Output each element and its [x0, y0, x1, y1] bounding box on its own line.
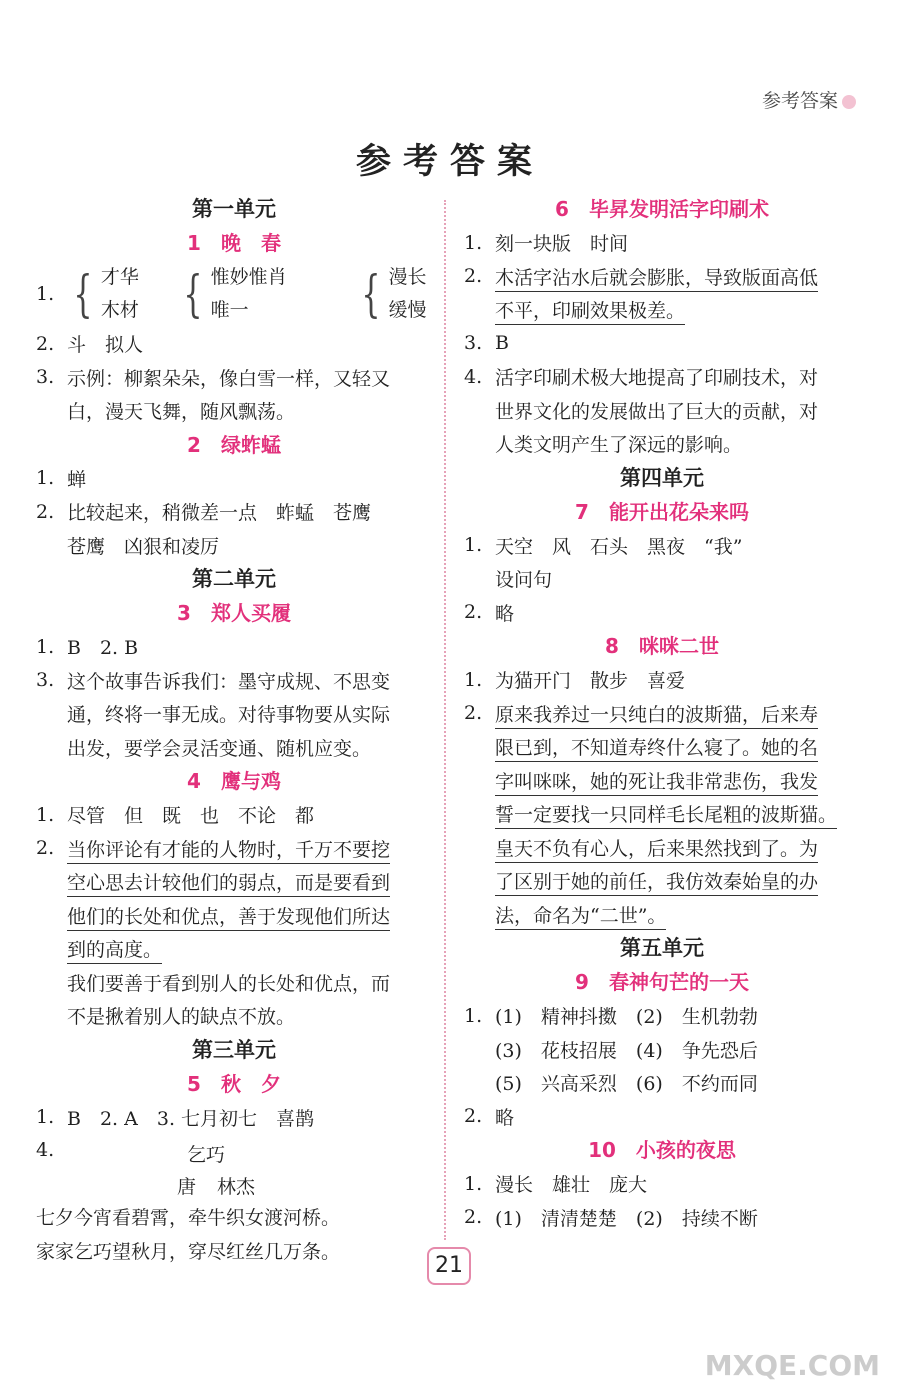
- answer-row: 4. 活字印刷术极大地提高了印刷技术，对: [464, 365, 819, 390]
- answer-row: 了区别于她的前任，我仿效秦始皇的办: [464, 864, 860, 898]
- answer-row: 2. 当你评论有才能的人物时，千万不要挖: [36, 832, 432, 866]
- answer-row: (5) 兴高采烈 (6) 不约而同: [495, 1073, 758, 1096]
- lesson-title: 10 小孩的夜思: [588, 1138, 736, 1162]
- answer-row: 通，终将一事无成。对待事物要从实际: [67, 704, 391, 727]
- answer-row: 空心思去计较他们的弱点，而是要看到: [36, 865, 432, 899]
- right-column: [464, 192, 860, 1234]
- answer-row: 2. 斗 拟人: [36, 332, 144, 357]
- answer-row: 出发，要学会灵活变通、随机应变。: [67, 737, 372, 760]
- lesson-title: 6 毕昇发明活字印刷术: [555, 197, 769, 221]
- answer-row: 不是揪着别人的缺点不放。: [67, 1006, 296, 1029]
- answer-row: 我们要善于看到别人的长处和优点，而: [67, 972, 391, 995]
- header-decoration-icon: [842, 95, 856, 109]
- unit-heading: 第二单元: [192, 567, 276, 591]
- answer-row: 1. 漫长 雄壮 庞大: [464, 1172, 648, 1197]
- lesson-title: 1 晚 春: [187, 231, 281, 255]
- unit-heading: 第四单元: [620, 465, 704, 490]
- lesson-title: 7 能开出花朵来吗: [575, 499, 749, 524]
- answer-row: 2. 略: [464, 601, 515, 625]
- watermark: MXQE.COM: [704, 1349, 880, 1382]
- column-divider: [444, 200, 446, 1240]
- left-column: [36, 192, 432, 1267]
- answer-row: 设问句: [495, 569, 553, 592]
- answer-row: (3) 花枝招展 (4) 争先恐后: [495, 1039, 758, 1062]
- answer-row: 白，漫天飞舞，随风飘荡。: [67, 401, 296, 424]
- answer-row: 2. 木活字沾水后就会膨胀，导致版面高低: [464, 260, 860, 294]
- answer-row: 1. { 才华 木材 { 惟妙惟肖 唯一 { 漫长 缓慢: [36, 264, 427, 323]
- answer-row: 不平，印刷效果极差。: [464, 293, 860, 327]
- answer-row: 法，命名为“二世”。: [464, 898, 860, 932]
- answer-row: 到的高度。: [36, 932, 432, 966]
- answer-row: 4. 乞巧 唐 林杰: [36, 1139, 256, 1198]
- answer-row: 限已到，不知道寿终什么寝了。她的名: [464, 730, 860, 764]
- lesson-title: 9 春神句芒的一天: [575, 970, 749, 994]
- lesson-title: 4 鹰与鸡: [187, 769, 281, 793]
- answer-row: 1. B 2. A 3. 七月初七 喜鹊: [36, 1106, 315, 1130]
- answer-row: 1. 天空 风 石头 黑夜 “我”: [464, 534, 743, 558]
- page-number: 21: [427, 1247, 471, 1285]
- answer-row: 苍鹰 凶狠和凌厉: [67, 535, 220, 558]
- unit-heading: 第三单元: [192, 1037, 276, 1062]
- unit-heading: 第一单元: [192, 197, 276, 221]
- answer-row: 他们的长处和优点，善于发现他们所达: [36, 899, 432, 933]
- answer-row: 1. 刻一块版 时间: [464, 231, 629, 256]
- lesson-title: 5 秋 夕: [187, 1071, 281, 1096]
- lesson-title: 2 绿蚱蜢: [187, 432, 281, 457]
- answer-row: 2. 原来我养过一只纯白的波斯猫，后来寿: [464, 697, 860, 731]
- lesson-title: 8 咪咪二世: [605, 634, 719, 658]
- answer-row: 人类文明产生了深远的影响。: [495, 434, 743, 457]
- answer-row: 七夕今宵看碧霄，牵牛织女渡河桥。: [36, 1207, 341, 1230]
- answer-row: 誓一定要找一只同样毛长尾粗的波斯猫。: [464, 797, 860, 831]
- answer-row: 3. 这个故事告诉我们：墨守成规、不思变: [36, 669, 391, 693]
- lesson-title: 3 郑人买履: [177, 601, 291, 625]
- page-header: 参考答案: [762, 86, 856, 113]
- answer-row: 1. (1) 精神抖擞 (2) 生机勃勃: [464, 1004, 758, 1029]
- answer-row: 1. 尽管 但 既 也 不论 都: [36, 803, 315, 828]
- answer-row: 2. 略: [464, 1105, 515, 1129]
- answer-row: 1. B 2. B: [36, 635, 139, 660]
- answer-row: 2. (1) 清清楚楚 (2) 持续不断: [464, 1206, 758, 1230]
- answer-row: 3. B: [464, 332, 509, 355]
- answer-row: 2. 比较起来，稍微差一点 蚱蜢 苍鹰: [36, 500, 372, 525]
- answer-row: 皇天不负有心人，后来果然找到了。为: [464, 831, 860, 865]
- answer-row: 世界文化的发展做出了巨大的贡献，对: [495, 400, 819, 423]
- answer-row: 字叫咪咪，她的死让我非常悲伤，我发: [464, 764, 860, 798]
- page-title: 参考答案: [355, 142, 544, 182]
- answer-row: 1. 为猫开门 散步 喜爱: [464, 668, 686, 693]
- answer-row: 家家乞巧望秋月，穿尽红丝几万条。: [36, 1240, 341, 1263]
- answer-row: 1. 蝉: [36, 467, 87, 491]
- unit-heading: 第五单元: [620, 936, 704, 960]
- answer-row: 3. 示例：柳絮朵朵，像白雪一样，又轻又: [36, 366, 391, 390]
